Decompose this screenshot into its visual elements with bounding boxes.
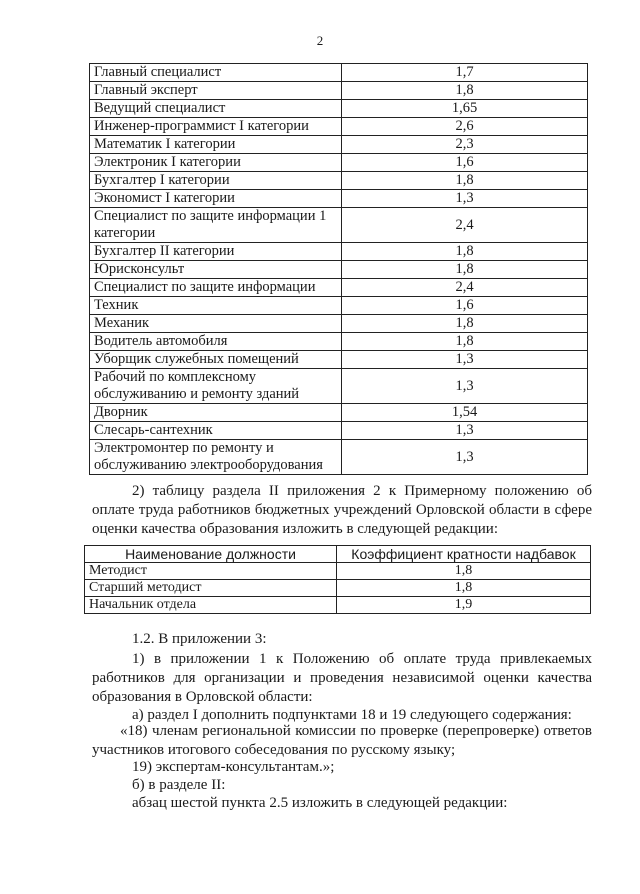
coefficient-value: 1,3 <box>342 351 588 369</box>
table-row <box>90 297 588 315</box>
coefficient-value: 1,8 <box>342 333 588 351</box>
header-position: Наименование должности <box>85 546 337 563</box>
position-name: Начальник отдела <box>85 597 337 614</box>
coefficient-value: 1,6 <box>342 154 588 172</box>
position-name: Бухгалтер II категории <box>90 243 342 261</box>
table-row <box>90 440 588 475</box>
position-name: Уборщик служебных помещений <box>90 351 342 369</box>
coefficient-value: 2,4 <box>342 279 588 297</box>
position-name: Экономист I категории <box>90 190 342 208</box>
table-row <box>90 369 588 404</box>
position-name: Водитель автомобиля <box>90 333 342 351</box>
coefficient-value: 1,8 <box>342 261 588 279</box>
coefficient-value: 1,9 <box>337 597 591 614</box>
coefficient-value: 1,8 <box>342 315 588 333</box>
position-name: Дворник <box>90 404 342 422</box>
coefficient-value: 1,8 <box>337 563 591 580</box>
position-name: Инженер-программист I категории <box>90 118 342 136</box>
paragraph-2: 2) таблицу раздела II приложения 2 к Примерному положению об оплате труда работников бюджетных учреждений Орловской области в сфере оценки качества образования изложить в следующей редакции: <box>92 483 592 537</box>
item-19: 19) экспертам-консультантам.»; <box>132 759 335 775</box>
coefficient-value: 1,3 <box>342 190 588 208</box>
table-row <box>90 208 588 243</box>
item-b-text: абзац шестой пункта 2.5 изложить в следующей редакции: <box>132 795 508 811</box>
coefficient-value: 1,8 <box>342 82 588 100</box>
table-row <box>90 82 588 100</box>
coefficient-value: 1,3 <box>342 369 588 404</box>
coefficient-value: 1,8 <box>342 243 588 261</box>
table-row <box>90 279 588 297</box>
paragraph-1: 1) в приложении 1 к Положению об оплате труда привлекаемых работников для организации и проведения независимой оценки качества образования в Орловской области: <box>92 651 592 705</box>
methodists-table <box>84 545 591 614</box>
position-name: Методист <box>85 563 337 580</box>
coefficient-value: 1,65 <box>342 100 588 118</box>
position-name: Главный эксперт <box>90 82 342 100</box>
position-name: Электромонтер по ремонту и обслуживанию электрооборудования <box>90 440 342 475</box>
table-row <box>90 422 588 440</box>
coefficient-value: 1,8 <box>342 172 588 190</box>
table-row <box>90 118 588 136</box>
position-name: Специалист по защите информации <box>90 279 342 297</box>
position-name: Математик I категории <box>90 136 342 154</box>
coefficient-value: 1,8 <box>337 580 591 597</box>
item-18: «18) членам региональной комиссии по проверке (перепроверке) ответов участников итогового собеседования по русскому языку; <box>92 723 592 758</box>
table-row <box>90 333 588 351</box>
page-number: 2 <box>316 33 324 48</box>
table-row <box>90 243 588 261</box>
item-a: а) раздел I дополнить подпунктами 18 и 19 следующего содержания: <box>132 707 572 723</box>
position-name: Рабочий по комплексному обслуживанию и ремонту зданий <box>90 369 342 404</box>
coefficient-value: 2,6 <box>342 118 588 136</box>
table-row <box>85 597 591 614</box>
table-row <box>90 351 588 369</box>
table-row <box>90 100 588 118</box>
table-row <box>85 580 591 597</box>
position-name: Слесарь-сантехник <box>90 422 342 440</box>
table-row <box>90 172 588 190</box>
position-name: Бухгалтер I категории <box>90 172 342 190</box>
table-row <box>90 261 588 279</box>
table-row <box>90 404 588 422</box>
coefficient-value: 1,3 <box>342 440 588 475</box>
item-b: б) в разделе II: <box>132 777 226 793</box>
coefficients-table <box>89 63 588 475</box>
position-name: Ведущий специалист <box>90 100 342 118</box>
table-row <box>85 563 591 580</box>
coefficient-value: 1,54 <box>342 404 588 422</box>
position-name: Техник <box>90 297 342 315</box>
coefficient-value: 1,7 <box>342 64 588 82</box>
position-name: Старший методист <box>85 580 337 597</box>
position-name: Механик <box>90 315 342 333</box>
position-name: Электроник I категории <box>90 154 342 172</box>
table-row <box>90 190 588 208</box>
table-row <box>90 136 588 154</box>
section-1-2: 1.2. В приложении 3: <box>132 631 267 647</box>
position-name: Главный специалист <box>90 64 342 82</box>
table-row <box>90 64 588 82</box>
table-row <box>90 154 588 172</box>
coefficient-value: 2,3 <box>342 136 588 154</box>
position-name: Специалист по защите информации 1 категории <box>90 208 342 243</box>
coefficient-value: 1,3 <box>342 422 588 440</box>
table-row <box>90 315 588 333</box>
coefficient-value: 2,4 <box>342 208 588 243</box>
coefficient-value: 1,6 <box>342 297 588 315</box>
header-coefficient: Коэффициент кратности надбавок <box>337 546 591 563</box>
position-name: Юрисконсульт <box>90 261 342 279</box>
